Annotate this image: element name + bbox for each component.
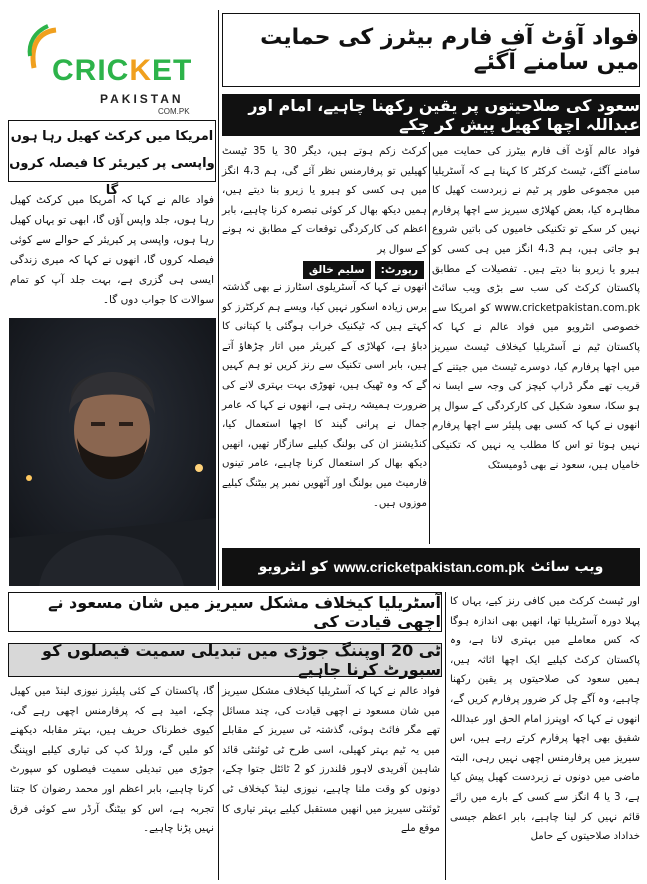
logo-domain: COM.PK bbox=[158, 107, 190, 116]
bottom-column-left: گا، پاکستان کے کئی پلیئرز نیوزی لینڈ میں کھیل چکے، امید ہے کہ پرفارمنس اچھی رہے گی، کیوی خطرناک حریف ہیں، بہتر مقابلہ دیکھنے کو ملیں گے، ورلڈ کپ کی تیاری کیلیے اوپننگ جوڑی میں تبدیلی سمیت فیصلوں کو سپورٹ کرنا چاہیے، بابر اعظم اور محمد رضوان کا جتنا تجربہ ہے، اس کو بیٹنگ آرڈر سے کوئی فرق نہیں پڑنا چاہیے۔ bbox=[10, 686, 214, 835]
bottom-column-right: اور ٹیسٹ کرکٹ میں کافی رنز کیے، یہاں کا پہلا دورہ آسٹریلیا تھا، انھیں بھی اندازہ ہوگا کہ کس معاملے میں بہتری لانا ہے، وہ پاکستان کرکٹ کیلیے ایک اچھا اثاثہ ہیں، ہمیں سعود کی صلاحیتوں پر یقین رکھنا چاہیے، وہ آگے چل کر ضرور پرفارم کریں گے، انھوں نے کہا کہ اوپنرز امام الحق اور عبداللہ شفیق بھی اچھا پرفارم کرتے رہے ہیں، اس سیریز میں پرفارمنس اچھی نہیں رہی، البتہ ماضی میں دونوں نے زبردست کھیل پیش کیا ہے، 3 یا 4 انگز سے کسی کے بارے میں رائے قائم نہیں کر لینا چاہیے، بابر اعظم جیسی خداداد صلاحیتوں کے حامل bbox=[450, 596, 641, 843]
byline-label: رپورٹ: bbox=[375, 261, 424, 279]
banner-url: www.cricketpakistan.com.pk bbox=[333, 559, 525, 575]
left-headline: امریکا میں کرکٹ کھیل رہا ہوں واپسی پر کیریئر کا فیصلہ کروں گا bbox=[8, 120, 216, 182]
bottom-headline-2: ٹی 20 اوپننگ جوڑی میں تبدیلی سمیت فیصلوں کو سپورٹ کرنا چاہیے bbox=[8, 643, 442, 677]
player-photo bbox=[9, 318, 216, 586]
player-photo-illustration bbox=[9, 318, 216, 586]
logo-brand: CRICKET bbox=[52, 54, 193, 87]
column-divider bbox=[429, 142, 430, 544]
left-story-text: فواد عالم نے کہا کہ امریکا میں کرکٹ کھیل رہا ہوں، جلد واپس آؤں گا، ابھی تو یہاں کھیل رہا ہوں، واپسی پر کیریئر کے حوالے سے کوئی فیصلہ کروں گا، انھوں نے کہا کہ میری زندگی ایسی ہی گزری ہے، بہت جلد آپ کو تمام سوالات کا جواب دوں گا۔ bbox=[10, 194, 214, 306]
bottom-headline-1: آسٹریلیا کیخلاف مشکل سیریز میں شان مسعود نے اچھی قیادت کی bbox=[8, 592, 442, 632]
article-column-right: فواد عالم آؤٹ آف فارم بیٹرز کی حمایت میں سامنے آگئے، ٹیسٹ کرکٹر کا کہنا ہے کہ آسٹریلیا میں مجموعی طور پر ٹیم نے زبردست کھیل کا مظاہرہ کیا، بعض کھلاڑی سیریز سے اچھا پرفارم نہیں کر سکے تو تکنیکی خامیوں کی باتیں شروع ہو جاتی ہیں، ہم 4،3 انگز میں ہی کسی کو ہیرو یا زیرو بنا دیتے ہیں۔ تفصیلات کے مطابق پاکستان کرکٹ کی سب سے بڑی ویب سائٹ www.cricketpakistan.com.pk کو امریکا سے خصوصی انٹرویو میں فواد عالم نے کہا کہ پاکستان ٹیم نے آسٹریلیا کیخلاف ٹیسٹ سیریز میں اچھا پرفارم کیا، دوسرے ٹیسٹ میں جیتنے کے قریب تھے مگر ڈراپ کیچز کی وجہ سے ایسا نہ ہو سکا، سعود شکیل کی کارکردگی کے سوال پر انھوں نے کہا کہ کسی بھی پلیئر سے اچھا پرفارم نہیں ہوتا تو اس کا مطلب یہ نہیں کہ تکنیکی خامیاں ہیں، سعود نے بھی ڈومیسٹک bbox=[432, 146, 640, 471]
cricket-pakistan-logo bbox=[8, 12, 210, 116]
article-column-middle-top: کرکٹ زکم ہوتے ہیں، دیگر 30 یا 35 ٹیسٹ کھیلیں تو پرفارمنس نظر آئے گی، ہم 4،3 انگز میں ہی کسی کو ہیرو یا زیرو بنا دیتے ہیں، ہمیں دیکھ بھال کر کوئی تبصرہ کرنا چاہیے، بابر اعظم کی کارکردگی توقعات کے مطابق نہ ہونے کے سوال پر bbox=[222, 146, 427, 255]
column-divider bbox=[218, 682, 219, 880]
banner-suffix: کو انٹرویو bbox=[258, 559, 328, 575]
main-headline: فواد آؤٹ آف فارم بیٹرز کی حمایت میں سامنے آگئے bbox=[222, 13, 640, 87]
column-divider bbox=[445, 592, 446, 880]
byline-name: سلیم خالق bbox=[303, 261, 371, 279]
website-banner bbox=[222, 548, 640, 586]
bottom-column-middle: فواد عالم نے کہا کہ آسٹریلیا کیخلاف مشکل سیریز میں شان مسعود نے اچھی قیادت کی، چند مسائل تھے مگر فائٹ ہوئی، گذشتہ ٹی سیریز کے مقابلے میں یہ ٹیم بہتر کھیلی، اسی طرح ٹی ٹوئنٹی قائد شاہین آفریدی لاہور قلندرز کو 2 ٹائٹل جتوا چکے، دونوں کو وقت ملنا چاہیے، نیوزی لینڈ کیخلاف ٹی ٹوئنٹی سیریز میں انھیں مستقبل کیلیے بہتر تیاری کا موقع ملے bbox=[222, 686, 440, 835]
column-divider bbox=[218, 10, 219, 590]
sub-headline: سعود کی صلاحیتوں پر یقین رکھنا چاہیے، امام اور عبداللہ اچھا کھیل پیش کر چکے bbox=[222, 94, 640, 136]
logo-sub: PAKISTAN bbox=[100, 92, 184, 106]
article-column-middle: انھوں نے کہا کہ آسٹریلوی اسٹارز نے بھی گذشتہ برس زیادہ اسکور نہیں کیا، ویسے ہم کرکٹرز کو کہتے ہیں کہ ٹیکنیک خراب ہوگئی یا کپتانی کا دباؤ ہے، کھلاڑی کے کیریئر میں اتار چڑھاؤ آتے ہیں، بابر اسی تکنیک سے رنز کریں تو ہم کہیں گے کہ وہ ٹھیک ہیں، تھوڑی بہت بہتری لانے کی ضرورت ہمیشہ رہتی ہے، انھوں نے کہا کہ عامر جمال نے پرانی گیند کا اچھا استعمال کیا، کنڈیشنز ان کی بولنگ کیلیے سازگار تھیں، انھیں دیکھ بھال کر استعمال کرنا چاہیے، عامر تینوں فارمیٹ میں بولنگ اور آٹھویں نمبر پر بیٹنگ کیلیے موزوں ہیں۔ bbox=[222, 282, 427, 509]
banner-prefix: ویب سائٹ bbox=[530, 559, 604, 575]
